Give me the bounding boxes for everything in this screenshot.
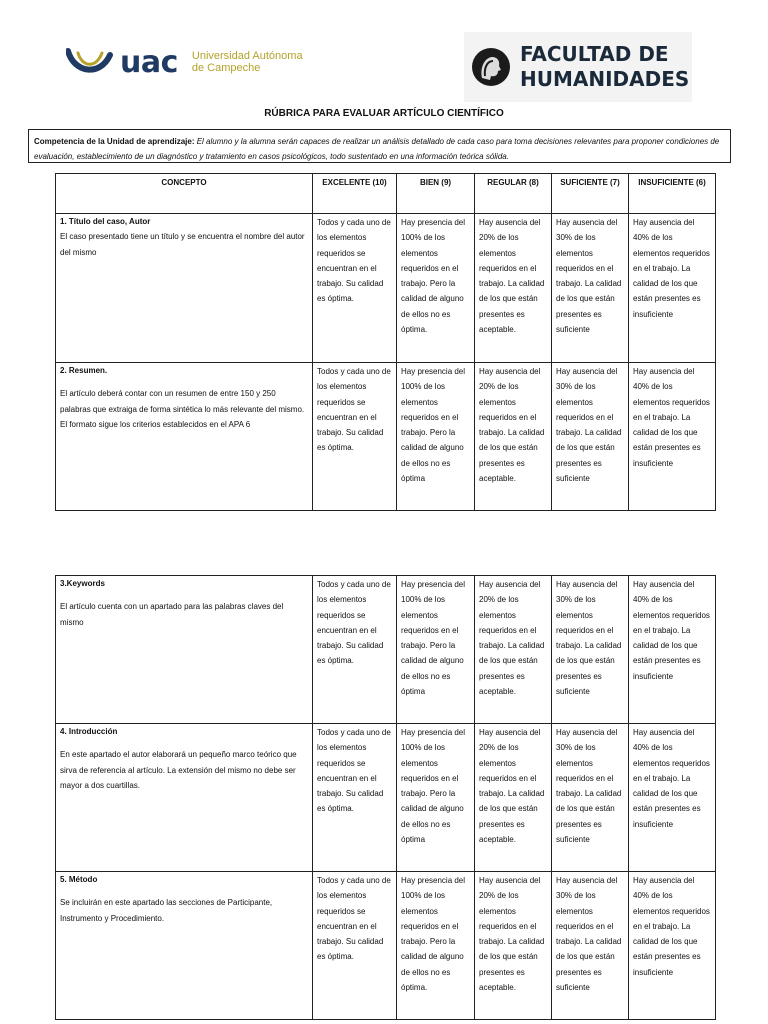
rating-cell: Todos y cada uno de los elementos requeridos se encuentran en el trabajo. Su calidad es óptima. bbox=[313, 363, 397, 511]
uac-swoosh-icon bbox=[66, 47, 118, 77]
rating-cell: Hay ausencia del 20% de los elementos requeridos en el trabajo. La calidad de los que están presentes es aceptable. bbox=[475, 363, 552, 511]
concept-title: 3.Keywords bbox=[60, 579, 105, 588]
competence-box bbox=[28, 129, 731, 163]
uac-wordmark: uac bbox=[120, 44, 178, 80]
concept-cell bbox=[56, 724, 313, 872]
table-row bbox=[56, 363, 716, 511]
rating-cell: Hay ausencia del 20% de los elementos requeridos en el trabajo. La calidad de los que están presentes es aceptable. bbox=[475, 724, 552, 872]
rating-cell: Hay ausencia del 40% de los elementos requeridos en el trabajo. La calidad de los que están presentes es insuficiente bbox=[629, 363, 716, 511]
competence-text: El alumno y la alumna serán capaces de realizar un análisis detallado de cada caso para toma decisiones relevantes para proponer condiciones de evaluación, establecimiento de un diagnóstico y tratamiento en casos psicológicos, todo sustentado en una información teórica sólida. bbox=[34, 137, 720, 161]
rating-cell: Hay ausencia del 40% de los elementos requeridos en el trabajo. La calidad de los que están presentes es insuficiente bbox=[629, 872, 716, 1020]
concept-title: 5. Método bbox=[60, 875, 98, 884]
competence-label: Competencia de la Unidad de aprendizaje: bbox=[34, 137, 195, 146]
rating-cell: Hay ausencia del 30% de los elementos requeridos en el trabajo. La calidad de los que están presentes es suficiente bbox=[552, 363, 629, 511]
rating-cell: Todos y cada uno de los elementos requeridos se encuentran en el trabajo. Su calidad es óptima. bbox=[313, 214, 397, 363]
concept-description: El caso presentado tiene un título y se encuentra el nombre del autor del mismo bbox=[60, 232, 305, 257]
column-header: BIEN (9) bbox=[397, 174, 475, 214]
rating-cell: Hay presencia del 100% de los elementos requeridos en el trabajo. Pero la calidad de alguno de ellos no es óptima bbox=[397, 363, 475, 511]
concept-description: El artículo cuenta con un apartado para las palabras claves del mismo bbox=[60, 602, 284, 627]
rating-cell: Hay presencia del 100% de los elementos requeridos en el trabajo. Pero la calidad de alguno de ellos no es óptima. bbox=[397, 872, 475, 1020]
header-row bbox=[56, 174, 716, 214]
table-row bbox=[56, 724, 716, 872]
rating-cell: Hay ausencia del 20% de los elementos requeridos en el trabajo. La calidad de los que están presentes es aceptable. bbox=[475, 214, 552, 363]
rating-cell: Todos y cada uno de los elementos requeridos se encuentran en el trabajo. Su calidad es óptima. bbox=[313, 872, 397, 1020]
concept-cell bbox=[56, 363, 313, 511]
rating-cell: Hay ausencia del 40% de los elementos requeridos en el trabajo. La calidad de los que están presentes es insuficiente bbox=[629, 214, 716, 363]
rating-cell: Hay ausencia del 30% de los elementos requeridos en el trabajo. La calidad de los que están presentes es suficiente bbox=[552, 724, 629, 872]
concept-cell bbox=[56, 214, 313, 363]
table-row bbox=[56, 214, 716, 363]
concept-cell bbox=[56, 576, 313, 724]
rating-cell: Hay presencia del 100% de los elementos requeridos en el trabajo. Pero la calidad de alguno de ellos no es óptima bbox=[397, 576, 475, 724]
faculty-logo bbox=[464, 32, 692, 102]
rating-cell: Hay presencia del 100% de los elementos requeridos en el trabajo. Pero la calidad de alguno de ellos no es óptima bbox=[397, 724, 475, 872]
faculty-emblem-icon bbox=[472, 48, 510, 86]
rating-cell: Hay ausencia del 30% de los elementos requeridos en el trabajo. La calidad de los que están presentes es suficiente bbox=[552, 576, 629, 724]
concept-description: En este apartado el autor elaborará un pequeño marco teórico que sirva de referencia al artículo. La extensión del mismo no debe ser mayor a dos cuartillas. bbox=[60, 750, 297, 790]
rating-cell: Hay ausencia del 40% de los elementos requeridos en el trabajo. La calidad de los que están presentes es insuficiente bbox=[629, 724, 716, 872]
concept-title: 1. Título del caso, Autor bbox=[60, 217, 151, 226]
rubric-table-2 bbox=[55, 575, 716, 1020]
concept-title: 4. Introducción bbox=[60, 727, 118, 736]
column-header: REGULAR (8) bbox=[475, 174, 552, 214]
university-name: Universidad Autónoma de Campeche bbox=[191, 50, 303, 74]
column-header: INSUFICIENTE (6) bbox=[629, 174, 716, 214]
rating-cell: Hay presencia del 100% de los elementos requeridos en el trabajo. Pero la calidad de alguno de ellos no es óptima. bbox=[397, 214, 475, 363]
column-header: SUFICIENTE (7) bbox=[552, 174, 629, 214]
column-header: CONCEPTO bbox=[56, 174, 313, 214]
rating-cell: Hay ausencia del 30% de los elementos requeridos en el trabajo. La calidad de los que están presentes es suficiente bbox=[552, 214, 629, 363]
faculty-name: FACULTAD DE HUMANIDADES bbox=[520, 42, 690, 91]
rating-cell: Hay ausencia del 40% de los elementos requeridos en el trabajo. La calidad de los que están presentes es insuficiente bbox=[629, 576, 716, 724]
concept-description: El artículo deberá contar con un resumen de entre 150 y 250 palabras que extraiga de forma sintética lo más relevante del mismo. El formato sigue los criterios establecidos en el APA 6 bbox=[60, 389, 305, 429]
rating-cell: Hay ausencia del 20% de los elementos requeridos en el trabajo. La calidad de los que están presentes es aceptable. bbox=[475, 576, 552, 724]
column-header: EXCELENTE (10) bbox=[313, 174, 397, 214]
table-row bbox=[56, 872, 716, 1020]
rating-cell: Todos y cada uno de los elementos requeridos se encuentran en el trabajo. Su calidad es óptima. bbox=[313, 576, 397, 724]
page-title: RÚBRICA PARA EVALUAR ARTÍCULO CIENTÍFICO bbox=[264, 108, 504, 119]
rating-cell: Hay ausencia del 20% de los elementos requeridos en el trabajo. La calidad de los que están presentes es aceptable. bbox=[475, 872, 552, 1020]
rubric-table-1 bbox=[55, 173, 716, 511]
concept-description: Se incluirán en este apartado las secciones de Participante, Instrumento y Procedimiento. bbox=[60, 898, 273, 923]
concept-title: 2. Resumen. bbox=[60, 366, 108, 375]
concept-cell bbox=[56, 872, 313, 1020]
rating-cell: Todos y cada uno de los elementos requeridos se encuentran en el trabajo. Su calidad es óptima. bbox=[313, 724, 397, 872]
table-row bbox=[56, 576, 716, 724]
uac-logo bbox=[66, 42, 303, 82]
rating-cell: Hay ausencia del 30% de los elementos requeridos en el trabajo. La calidad de los que están presentes es suficiente bbox=[552, 872, 629, 1020]
